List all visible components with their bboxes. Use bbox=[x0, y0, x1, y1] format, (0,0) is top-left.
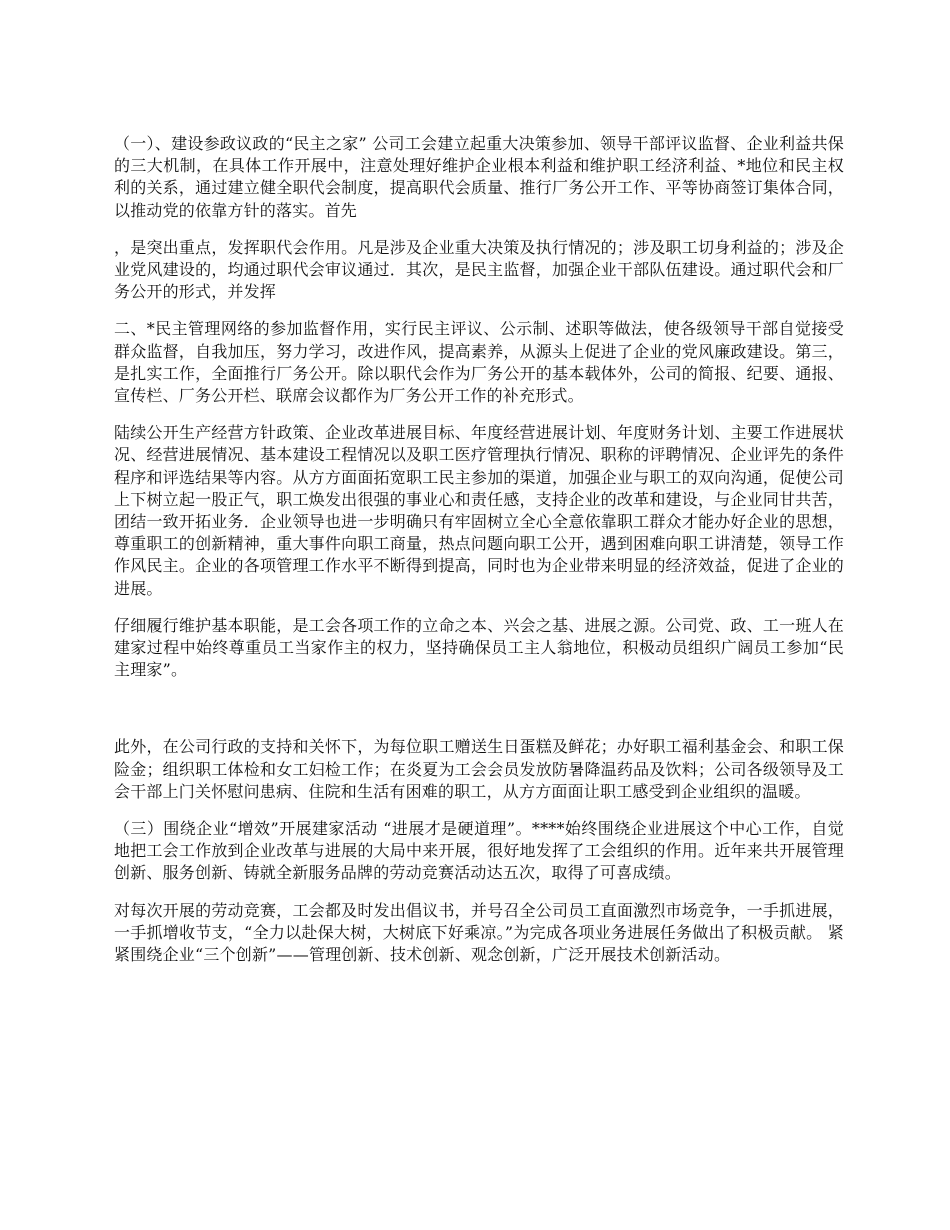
paragraph-3: 二、*民主管理网络的参加监督作用，实行民主评议、公示制、述职等做法，使各级领导干部自觉接受群众监督，自我加压，努力学习，改进作风，提高素养，从源头上促进了企业的党风廉政建设。第三，是扎实工作，全面推行厂务公开。除以职代会作为厂务公开的基本载体外，公司的简报、纪要、通报、宣传栏、厂务公开栏、联席会议都作为厂务公开工作的补充形式。 bbox=[114, 319, 844, 406]
paragraph-1: （一）、建设参政议政的“民主之家” 公司工会建立起重大决策参加、领导干部评议监督、企业利益共保的三大机制，在具体工作开展中，注意处理好维护企业根本利益和维护职工经济利益、*地位和民主权利的关系，通过建立健全职代会制度，提高职代会质量、推行厂务公开工作、平等协商签订集体合同，以推动党的依靠方针的落实。首先 bbox=[114, 134, 844, 220]
paragraph-8: 对每次开展的劳动竞赛，工会都及时发出倡议书，并号召全公司员工直面激烈市场竞争，一手抓进展，一手抓增收节支，“全力以赴保大树，大树底下好乘凉。”为完成各项业务进展任务做出了积极贡献。 紧紧围绕企业“三个创新”——管理创新、技术创新、观念创新，广泛开展技术创新活动。 bbox=[114, 900, 844, 965]
paragraph-6: 此外，在公司行政的支持和关怀下，为每位职工赠送生日蛋糕及鲜花；办好职工福利基金会、和职工保险金；组织职工体检和女工妇检工作；在炎夏为工会会员发放防暑降温药品及饮料；公司各级领导及工会干部上门关怀慰问患病、住院和生活有困难的职工，从方方面面让职工感受到企业组织的温暖。 bbox=[114, 737, 844, 801]
document-body bbox=[114, 133, 844, 981]
paragraph-5: 仔细履行维护基本职能，是工会各项工作的立命之本、兴会之基、进展之源。公司党、政、工一班人在建家过程中始终尊重员工当家作主的权力，坚持确保员工主人翁地位，积极动员组织广阔员工参加“民主理家”。 bbox=[114, 615, 844, 680]
paragraph-2: ，是突出重点，发挥职代会作用。凡是涉及企业重大决策及执行情况的；涉及职工切身利益的；涉及企业党风建设的，均通过职代会审议通过．其次，是民主监督，加强企业干部队伍建设。通过职代会和厂务公开的形式，并发挥 bbox=[114, 237, 844, 302]
section-spacer bbox=[114, 696, 844, 736]
paragraph-7: （三）围绕企业“增效”开展建家活动 “进展才是硬道理”。****始终围绕企业进展这个中心工作，自觉地把工会工作放到企业改革与进展的大局中来开展，很好地发挥了工会组织的作用。近年来共开展管理创新、服务创新、铸就全新服务品牌的劳动竞赛活动达五次，取得了可喜成绩。 bbox=[114, 819, 844, 883]
paragraph-4: 陆续公开生产经营方针政策、企业改革进展目标、年度经营进展计划、年度财务计划、主要工作进展状况、经营进展情况、基本建设工程情况以及职工医疗管理执行情况、职称的评聘情况、企业评先的条件程序和评选结果等内容。从方方面面拓宽职工民主参加的渠道，加强企业与职工的双向沟通，促使公司上下树立起一股正气，职工焕发出很强的事业心和责任感，支持企业的改革和建设，与企业同甘共苦，团结一致开拓业务．企业领导也进一步明确只有牢固树立全心全意依靠职工群众才能办好企业的思想，尊重职工的创新精神，重大事件向职工商量，热点问题向职工公开，遇到困难向职工讲清楚，领导工作作风民主。企业的各项管理工作水平不断得到提高，同时也为企业带来明显的经济效益，促进了企业的进展。 bbox=[114, 423, 844, 598]
